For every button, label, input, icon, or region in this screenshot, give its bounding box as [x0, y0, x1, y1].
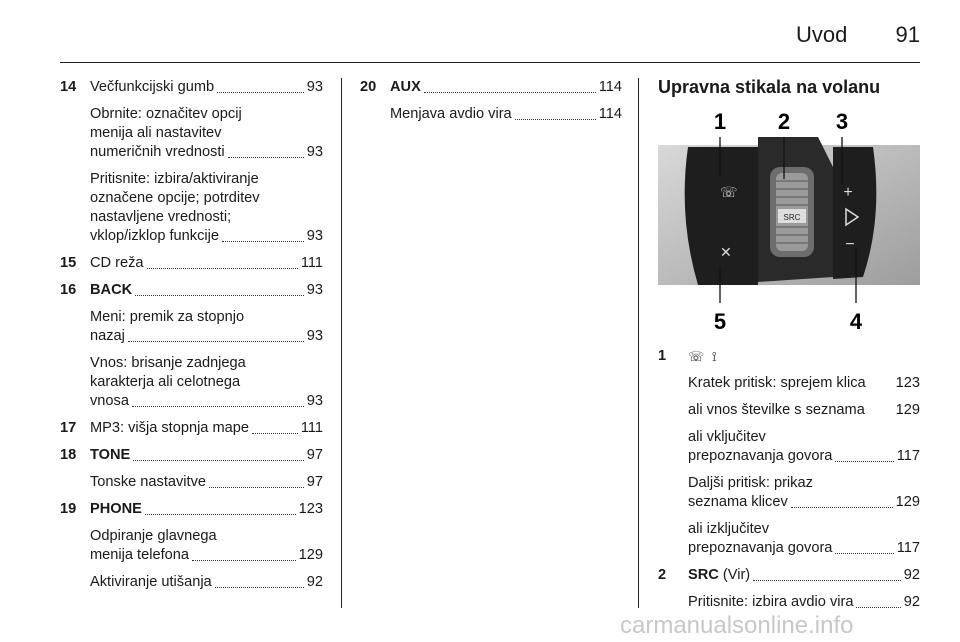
page-header	[796, 22, 920, 48]
mute-icon: ✕	[720, 244, 732, 260]
entry-14	[60, 78, 323, 97]
page-number: 91	[895, 22, 920, 47]
page-ref[interactable]: 123	[895, 375, 920, 391]
page-ref[interactable]: 129	[895, 494, 920, 510]
sub-entry: ali izključitev prepoznavanja govora 117	[688, 521, 920, 556]
sub-entry: Pritisnite: izbira avdio vira 92	[688, 594, 920, 610]
sub-entry: Menjava avdio vira 114	[390, 106, 622, 122]
sub-entry: Pritisnite: izbira/aktiviranje označene opcije; potrditev nastavljene vrednosti; vklop/izklop funkcije 93	[90, 171, 323, 244]
sub-entry: Daljši pritisk: prikaz seznama klicev 129	[688, 475, 920, 510]
page-ref[interactable]: 97	[306, 447, 323, 463]
callout-1: 1	[713, 109, 727, 134]
sub-entry: Vnos: brisanje zadnjega karakterja ali celotnega vnosa 93	[90, 355, 323, 409]
entry-17: 17 MP3: višja stopnja mape 111	[60, 420, 323, 436]
page-ref[interactable]: 93	[306, 79, 323, 95]
entry-number: 14	[60, 79, 77, 95]
page-ref[interactable]: 93	[306, 328, 323, 344]
column-3	[658, 78, 920, 620]
callout-5: 5	[713, 309, 727, 334]
column-1	[60, 78, 323, 600]
page-ref[interactable]: 114	[598, 79, 622, 95]
page-ref[interactable]: 93	[306, 228, 323, 244]
entry-20: 20 AUX 114	[360, 79, 622, 95]
entry-2: 2 SRC (Vir) 92	[658, 567, 920, 583]
entry-19: 19 PHONE 123	[60, 501, 323, 517]
sub-entry: Obrnite: označitev opcij menija ali nastavitev numeričnih vrednosti 93	[90, 106, 323, 160]
page-ref[interactable]: 93	[306, 393, 323, 409]
src-label: SRC	[783, 213, 801, 222]
entry-title: Večfunkcijski gumb	[90, 79, 215, 95]
sub-entry: Aktiviranje utišanja 92	[90, 574, 323, 590]
page-ref[interactable]: 92	[903, 594, 920, 610]
sub-entry: Kratek pritisk: sprejem klica 123	[688, 375, 920, 391]
callout-2: 2	[777, 109, 791, 134]
callout-4: 4	[849, 309, 863, 334]
sub-entry: ali vključitev prepoznavanja govora 117	[688, 429, 920, 464]
page-ref[interactable]: 129	[298, 547, 323, 563]
watermark: carmanualsonline.info	[620, 612, 854, 639]
steering-controls-figure	[658, 107, 920, 339]
column-2	[360, 78, 622, 132]
phone-voice-icon: ☏ ⟟	[688, 349, 719, 364]
header-rule	[60, 62, 920, 63]
page-ref[interactable]: 123	[298, 501, 323, 517]
entry-16: 16 BACK 93	[60, 282, 323, 298]
sub-entry: ali vnos številke s seznama 129	[688, 402, 920, 418]
page-ref[interactable]: 97	[306, 474, 323, 490]
entry-15: 15 CD reža 111	[60, 255, 323, 271]
sub-entry: Odpiranje glavnega menija telefona 129	[90, 528, 323, 563]
page-ref[interactable]: 117	[896, 540, 920, 556]
page-ref[interactable]: 93	[306, 144, 323, 160]
minus-label: −	[845, 236, 855, 253]
sub-entry: Meni: premik za stopnjo nazaj 93	[90, 309, 323, 344]
phone-icon: ☏	[720, 184, 738, 200]
section-heading: Upravna stikala na volanu	[658, 77, 881, 97]
column-divider	[341, 78, 342, 608]
page-ref[interactable]: 111	[300, 255, 323, 271]
page-ref[interactable]: 117	[896, 448, 920, 464]
sub-entry: Tonske nastavitve 97	[90, 474, 323, 490]
page-ref[interactable]: 114	[598, 106, 622, 122]
page-ref[interactable]: 92	[903, 567, 920, 583]
plus-label: +	[843, 184, 853, 201]
entry-1: 1 ☏ ⟟	[658, 347, 920, 366]
page-ref[interactable]: 129	[895, 402, 920, 418]
column-divider	[638, 78, 639, 608]
page-ref[interactable]: 111	[300, 420, 323, 436]
page-ref[interactable]: 93	[306, 282, 323, 298]
section-title: Uvod	[796, 22, 848, 47]
callout-3: 3	[835, 109, 849, 134]
page-ref[interactable]: 92	[306, 574, 323, 590]
entry-18: 18 TONE 97	[60, 447, 323, 463]
